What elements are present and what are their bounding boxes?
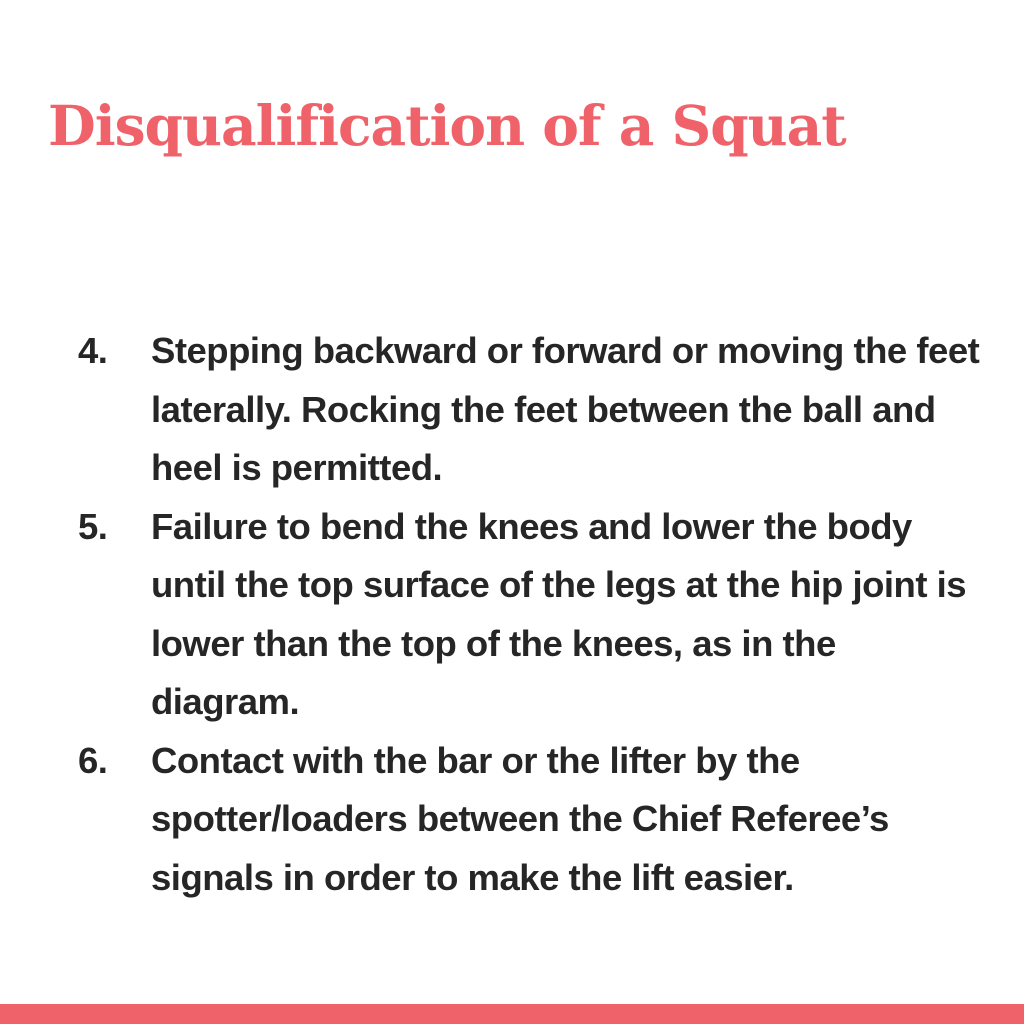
rule-number: 5.	[78, 505, 108, 547]
rule-item-4	[78, 322, 998, 498]
rule-text: Stepping backward or forward or moving the feet laterally. Rocking the feet between the ball and heel is permitted.	[151, 330, 980, 488]
bottom-accent-bar	[0, 1004, 1024, 1024]
slide-title: Disqualification of a Squat	[48, 93, 846, 158]
rule-number: 4.	[78, 330, 108, 371]
rule-number: 6.	[78, 739, 108, 781]
disqualification-rules-list	[78, 322, 998, 907]
rule-text: Failure to bend the knees and lower the body until the top surface of the legs at the hip joint is lower than the top of the knees, as in the diagram.	[151, 505, 967, 722]
rule-item-5	[78, 498, 998, 732]
rule-item-6	[78, 732, 998, 908]
rule-text: Contact with the bar or the lifter by the spotter/loaders between the Chief Referee’s signals in order to make the lift easier.	[151, 739, 889, 898]
